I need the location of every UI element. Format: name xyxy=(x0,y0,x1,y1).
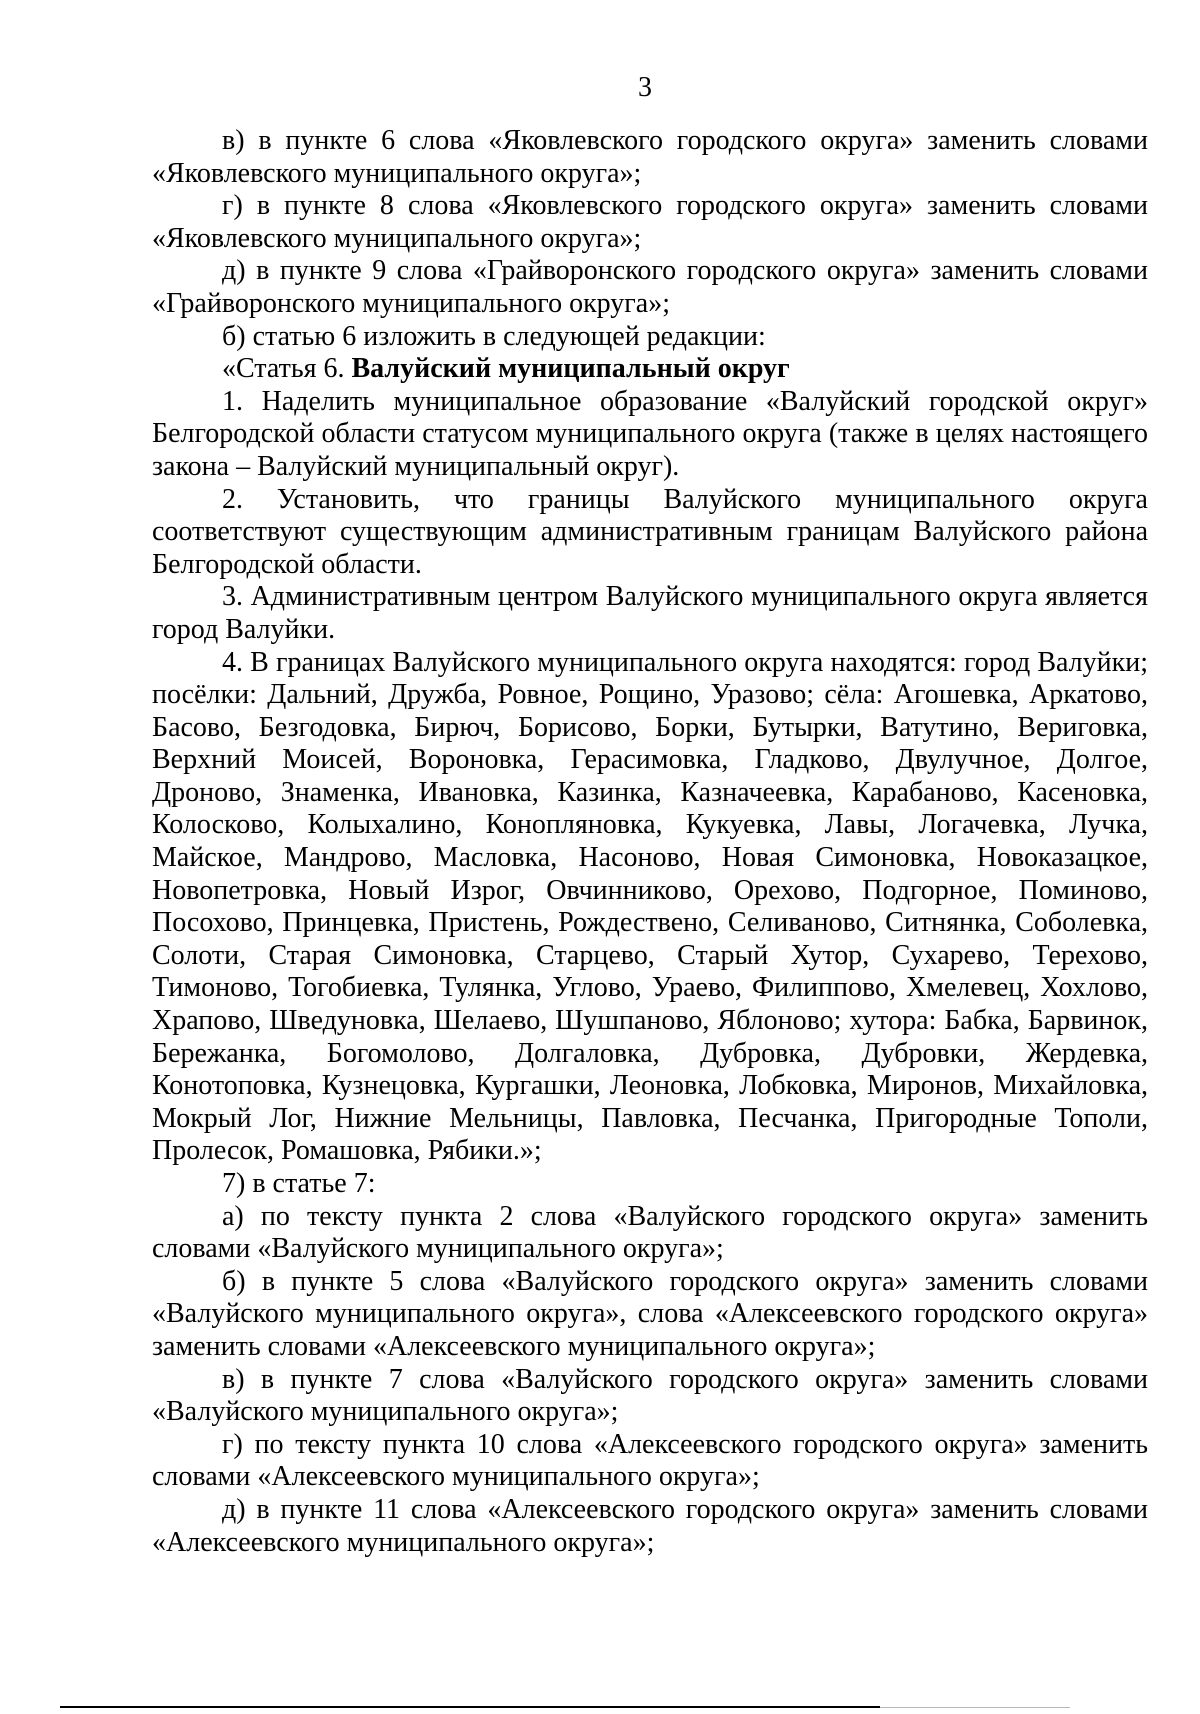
article7-item-a: а) по тексту пункта 2 слова «Валуйского городского округа» заменить словами «Валуйского муниципального округа»; xyxy=(152,1200,1148,1265)
article6-clause-1: 1. Наделить муниципальное образование «Валуйский городской округ» Белгородской области статусом муниципального округа (также в целях настоящего закона – Валуйский муниципальный округ). xyxy=(152,385,1148,482)
paragraph-item-g: г) в пункте 8 слова «Яковлевского городского округа» заменить словами «Яковлевского муниципального округа»; xyxy=(152,190,1148,254)
paragraph-article6-intro: б) статью 6 изложить в следующей редакции: xyxy=(222,320,766,352)
document-body xyxy=(152,125,1148,1559)
article6-heading xyxy=(152,353,1148,386)
article6-heading-title: Валуйский муниципальный округ xyxy=(351,353,790,385)
article6-heading-prefix: «Статья 6. xyxy=(222,353,352,385)
footer-rule xyxy=(60,1706,880,1708)
footer-rule-faint xyxy=(880,1707,1070,1708)
article6-clause-3: 3. Административным центром Валуйского муниципального округа является город Валуйки. xyxy=(152,581,1148,645)
article7-item-v: в) в пункте 7 слова «Валуйского городского округа» заменить словами «Валуйского муниципального округа»; xyxy=(152,1363,1148,1428)
article6-clause-4: 4. В границах Валуйского муниципального округа находятся: город Валуйки; посёлки: Дальний, Дружба, Ровное, Рощино, Уразово; сёла: Агошевка, Аркатово, Басово, Безгодовка, Бирюч, Борисово, Борки, Бутырки, Ватутино, Вериговка, Верхний Моисей, Вороновка, Герасимовка, Гладково, Двулучное, Долгое, Дроново, Знаменка, Ивановка, Казинка, Казначеевка, Карабаново, Касеновка, Колосково, Колыхалино, Конопляновка, Кукуевка, Лавы, Логачевка, Лучка, Майское, Мандрово, Масловка, Насоново, Новая Симоновка, Новоказацкое, Новопетровка, Новый Изрог, Овчинниково, Орехово, Подгорное, Поминово, Посохово, Принцевка, Пристень, Рождествено, Селиваново, Ситнянка, Соболевка, Солоти, Старая Симоновка, Старцево, Старый Хутор, Сухарево, Терехово, Тимоново, Тогобиевка, Тулянка, Углово, Ураево, Филиппово, Хмелевец, Хохлово, Храпово, Шведуновка, Шелаево, Шушпаново, Яблоново; хутора: Бабка, Барвинок, Бережанка, Богомолово, Долгаловка, Дубровка, Дубровки, Жердевка, Конотоповка, Кузнецовка, Кургашки, Леоновка, Лобковка, Миронов, Михайловка, Мокрый Лог, Нижние Мельницы, Павловка, Песчанка, Пригородные Тополи, Пролесок, Ромашовка, Рябики.»; xyxy=(152,646,1148,1167)
paragraph-item-v: в) в пункте 6 слова «Яковлевского городского округа» заменить словами «Яковлевского муниципального округа»; xyxy=(152,125,1148,189)
page-number: 3 xyxy=(638,72,652,103)
paragraph-article7-intro: 7) в статье 7: xyxy=(222,1168,376,1199)
article7-item-d: д) в пункте 11 слова «Алексеевского городского округа» заменить словами «Алексеевского муниципального округа»; xyxy=(152,1493,1148,1558)
article7-item-b: б) в пункте 5 слова «Валуйского городского округа» заменить словами «Валуйского муниципального округа», слова «Алексеевского городского округа» заменить словами «Алексеевского муниципального округа»; xyxy=(152,1265,1148,1362)
paragraph-item-d: д) в пункте 9 слова «Грайворонского городского округа» заменить словами «Грайворонского муниципального округа»; xyxy=(152,255,1148,319)
article6-clause-2: 2. Установить, что границы Валуйского муниципального округа соответствуют существующим административным границам Валуйского района Белгородской области. xyxy=(152,483,1148,580)
article7-item-g: г) по тексту пункта 10 слова «Алексеевского городского округа» заменить словами «Алексеевского муниципального округа»; xyxy=(152,1428,1148,1493)
